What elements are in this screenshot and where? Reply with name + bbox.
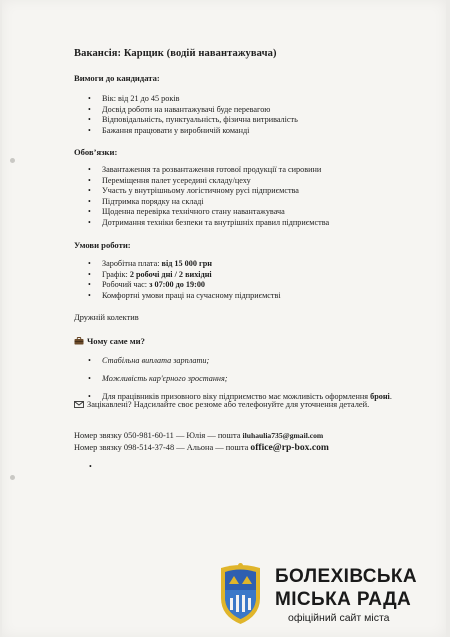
- footer-title-line1: БОЛЕХІВСЬКА: [275, 566, 418, 587]
- hours-item: • Робочий час: з 07:00 до 19:00: [88, 280, 281, 291]
- conditions-list: [88, 259, 281, 301]
- briefcase-icon: [74, 337, 84, 347]
- list-item: • Щоденна перевірка технічного стану навантажувача: [88, 207, 329, 218]
- punch-hole: [10, 158, 15, 163]
- coat-of-arms-logo: [217, 562, 264, 626]
- schedule-item: • Графік: 2 робочі дні / 2 вихідні: [88, 270, 281, 281]
- contact-line: Номер звязку 098-514-37-48 — Альона — пошта office@rp-box.com: [74, 442, 329, 453]
- list-item: • Вік: від 21 до 45 років: [88, 94, 298, 105]
- list-item: • Участь у внутрішньому логістичному русі підприємства: [88, 186, 329, 197]
- list-item: • Комфортні умови праці на сучасному підприємстві: [88, 291, 281, 302]
- list-item: • Переміщення палет усередині складу/цеху: [88, 176, 329, 187]
- salary-item: • Заробітна плата: від 15 000 грн: [88, 259, 281, 270]
- list-item: • Підтримка порядку на складі: [88, 197, 329, 208]
- why-heading-label: Чому саме ми?: [87, 336, 145, 346]
- envelope-icon: [74, 401, 84, 410]
- team-text: Дружній колектив: [74, 313, 139, 322]
- list-item: • Відповідальність, пунктуальність, фізична витривалість: [88, 115, 298, 126]
- footer-subtitle: офіційний сайт міста: [288, 612, 390, 624]
- why-list: [88, 352, 392, 406]
- email-link[interactable]: office@rp-box.com: [250, 442, 329, 453]
- contact-line: Номер звязку 050-981-60-11 — Юлія — пошта iluhaulia735@gmail.com: [74, 431, 324, 440]
- vacancy-title: Вакансія: Карщик (водій навантажувача): [74, 48, 277, 59]
- list-item: • Досвід роботи на навантажувачі буде перевагою: [88, 105, 298, 116]
- list-item: • Можливість кар'єрного зростання;: [88, 370, 392, 388]
- duties-heading: Обов’язки:: [74, 147, 118, 157]
- conscript-item: • Для працівників призовного віку підприємство має можливість оформлення броні.: [88, 388, 392, 406]
- duties-list: [88, 165, 329, 228]
- footer-title-line2: МІСЬКА РАДА: [275, 589, 412, 610]
- list-item: • Стабільна виплата зарплати;: [88, 352, 392, 370]
- requirements-heading: Вимоги до кандидата:: [74, 73, 160, 83]
- conditions-heading: Умови роботи:: [74, 240, 131, 250]
- list-item: • Дотримання техніки безпеки та внутрішніх правил підприємства: [88, 218, 329, 229]
- interested-text: Зацікавлені? Надсилайте своє резюме або телефонуйте для уточнення деталей.: [74, 400, 369, 410]
- email-link[interactable]: iluhaulia735@gmail.com: [242, 431, 324, 440]
- punch-hole: [10, 475, 15, 480]
- list-item: • Бажання працювати у виробничій команді: [88, 126, 298, 137]
- requirements-list: [88, 94, 298, 136]
- why-heading: [74, 336, 145, 347]
- empty-bullet: •: [89, 462, 92, 471]
- list-item: • Завантаження та розвантаження готової продукції та сировини: [88, 165, 329, 176]
